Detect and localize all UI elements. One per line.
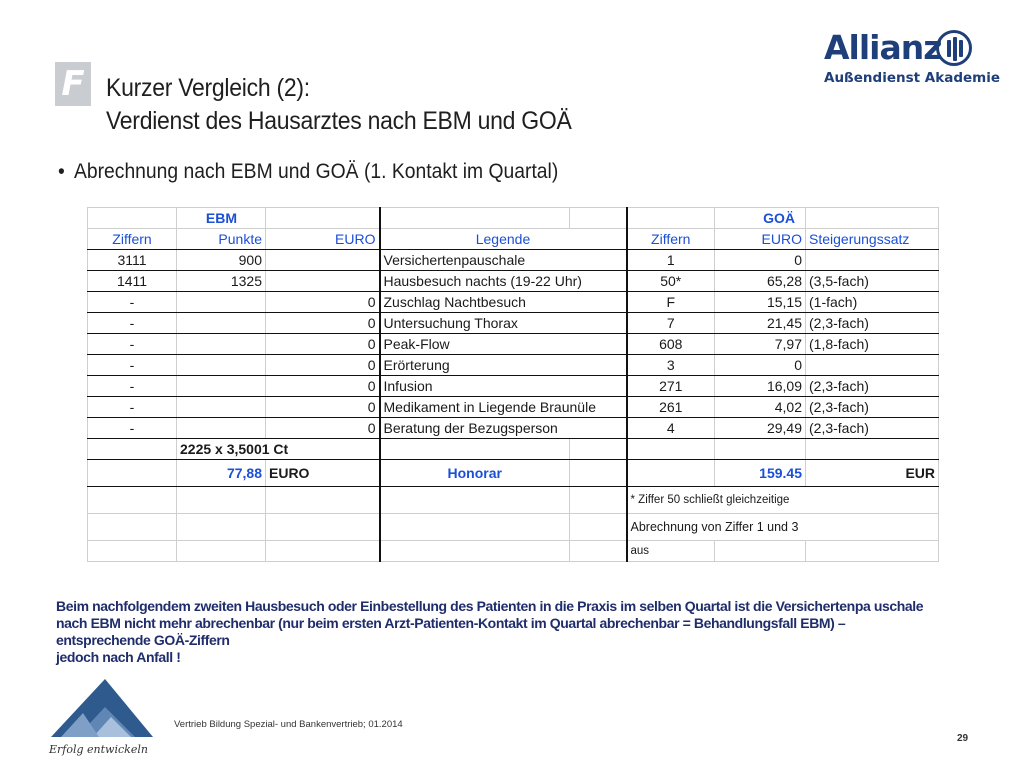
table-row: [88, 355, 939, 376]
cell-legende: Erörterung: [380, 355, 627, 376]
table-row: [88, 271, 939, 292]
table-row: [88, 397, 939, 418]
cell-ebm-ziffer: -: [88, 397, 177, 418]
allianz-logo: [824, 28, 1000, 88]
cell-legende: Hausbesuch nachts (19-22 Uhr): [380, 271, 627, 292]
cell-ebm-euro: 0: [266, 355, 380, 376]
cell-ebm-ziffer: -: [88, 418, 177, 439]
header-goae-ziffern: Ziffern: [627, 229, 715, 250]
cell-steigerungssatz: (2,3-fach): [806, 313, 939, 334]
cell-ebm-euro: 0: [266, 376, 380, 397]
page-number: 29: [957, 733, 969, 744]
table-row: [88, 313, 939, 334]
cell-steigerungssatz: (2,3-fach): [806, 376, 939, 397]
table-row: [88, 292, 939, 313]
calc-formula: 2225 x 3,5001 Ct: [177, 439, 380, 460]
calc-row: [88, 439, 939, 460]
cell-goae-euro: 15,15: [715, 292, 806, 313]
cell-goae-ziffer: 3: [627, 355, 715, 376]
cell-goae-euro: 0: [715, 355, 806, 376]
note-line-2: nach EBM nicht mehr abrechenbar (nur beim ersten Arzt-Patienten-Kontakt im Quartal abrechenbar = Behandlungsfall EBM) –: [56, 615, 846, 631]
column-header-row: [88, 229, 939, 250]
cell-goae-ziffer: 608: [627, 334, 715, 355]
cell-steigerungssatz: (2,3-fach): [806, 397, 939, 418]
cell-goae-euro: 7,97: [715, 334, 806, 355]
cell-legende: Versichertenpauschale: [380, 250, 627, 271]
cell-goae-ziffer: 1: [627, 250, 715, 271]
bullet-dot-icon: •: [58, 160, 65, 183]
note-line-1: Beim nachfolgendem zweiten Hausbesuch oder Einbestellung des Patienten in die Praxis im selben Quartal ist die Versichertenpa uschale: [56, 598, 924, 614]
cell-goae-ziffer: 50*: [627, 271, 715, 292]
cell-steigerungssatz: (1,8-fach): [806, 334, 939, 355]
cell-steigerungssatz: (2,3-fach): [806, 418, 939, 439]
table-row: [88, 250, 939, 271]
header-legende: Legende: [380, 229, 627, 250]
cell-steigerungssatz: (3,5-fach): [806, 271, 939, 292]
group-goae: GOÄ: [715, 208, 806, 229]
ebm-total: 77,88: [177, 460, 266, 487]
cell-ebm-ziffer: -: [88, 313, 177, 334]
table-row: [88, 376, 939, 397]
cell-steigerungssatz: [806, 250, 939, 271]
cell-ebm-euro: [266, 250, 380, 271]
cell-ebm-euro: 0: [266, 313, 380, 334]
title-line-2: Verdienst des Hausarztes nach EBM und GOÄ: [106, 107, 572, 135]
cell-legende: Untersuchung Thorax: [380, 313, 627, 334]
cell-steigerungssatz: [806, 355, 939, 376]
cell-goae-ziffer: 4: [627, 418, 715, 439]
cell-ebm-euro: 0: [266, 334, 380, 355]
cell-goae-euro: 16,09: [715, 376, 806, 397]
footnote-row-3: [88, 541, 939, 562]
footnote-1: * Ziffer 50 schließt gleichzeitige: [627, 487, 939, 514]
ebm-total-unit: EURO: [266, 460, 380, 487]
header-ebm-ziffern: Ziffern: [88, 229, 177, 250]
explanation-note: [56, 598, 923, 666]
cell-goae-ziffer: 7: [627, 313, 715, 334]
cell-ebm-ziffer: -: [88, 292, 177, 313]
cell-legende: Infusion: [380, 376, 627, 397]
cell-goae-euro: 4,02: [715, 397, 806, 418]
section-badge: F: [55, 62, 91, 106]
footnote-row-2: [88, 514, 939, 541]
logo-name: Allianz: [824, 28, 942, 67]
totals-row: [88, 460, 939, 487]
cell-ebm-ziffer: -: [88, 355, 177, 376]
cell-ebm-ziffer: -: [88, 334, 177, 355]
cell-ebm-euro: 0: [266, 397, 380, 418]
cell-legende: Beratung der Bezugsperson: [380, 418, 627, 439]
billing-table: [87, 207, 939, 562]
footnote-2: Abrechnung von Ziffer 1 und 3: [627, 514, 939, 541]
bullet-text: Abrechnung nach EBM und GOÄ (1. Kontakt im Quartal): [73, 160, 559, 183]
cell-ebm-euro: [266, 271, 380, 292]
cell-punkte: [177, 418, 266, 439]
logo-subtitle: Außendienst Akademie: [824, 70, 1000, 86]
cell-ebm-euro: 0: [266, 418, 380, 439]
cell-legende: Zuschlag Nachtbesuch: [380, 292, 627, 313]
cell-punkte: 1325: [177, 271, 266, 292]
group-ebm: EBM: [177, 208, 266, 229]
cell-goae-euro: 65,28: [715, 271, 806, 292]
header-goae-euro: EURO: [715, 229, 806, 250]
cell-goae-ziffer: F: [627, 292, 715, 313]
cell-punkte: [177, 313, 266, 334]
page-title: [106, 72, 572, 138]
header-steigerungssatz: Steigerungssatz: [806, 229, 939, 250]
header-ebm-euro: EURO: [266, 229, 380, 250]
table-row: [88, 418, 939, 439]
cell-punkte: [177, 397, 266, 418]
cell-punkte: [177, 334, 266, 355]
title-line-1: Kurzer Vergleich (2):: [106, 74, 310, 102]
bullet-point: [58, 160, 558, 184]
header-punkte: Punkte: [177, 229, 266, 250]
cell-ebm-euro: 0: [266, 292, 380, 313]
cell-ebm-ziffer: -: [88, 376, 177, 397]
footnote-row-1: [88, 487, 939, 514]
cell-goae-ziffer: 271: [627, 376, 715, 397]
allianz-eagle-icon: [936, 30, 972, 66]
logo-slogan: Erfolg entwickeln: [49, 743, 148, 756]
group-header-row: [88, 208, 939, 229]
note-line-3: entsprechende GOÄ-Ziffern: [56, 632, 230, 648]
note-line-4: jedoch nach Anfall !: [56, 649, 181, 665]
cell-goae-euro: 29,49: [715, 418, 806, 439]
cell-punkte: 900: [177, 250, 266, 271]
cell-legende: Peak-Flow: [380, 334, 627, 355]
cell-steigerungssatz: (1-fach): [806, 292, 939, 313]
cell-legende: Medikament in Liegende Braunüle: [380, 397, 627, 418]
footer-text: Vertrieb Bildung Spezial- und Bankenvertrieb; 01.2014: [174, 719, 403, 730]
goae-total: 159.45: [715, 460, 806, 487]
cell-goae-ziffer: 261: [627, 397, 715, 418]
cell-ebm-ziffer: 3111: [88, 250, 177, 271]
cell-punkte: [177, 355, 266, 376]
cell-goae-euro: 21,45: [715, 313, 806, 334]
academy-mountain-logo: [47, 673, 159, 758]
cell-ebm-ziffer: 1411: [88, 271, 177, 292]
cell-punkte: [177, 292, 266, 313]
footnote-3: aus: [627, 541, 715, 562]
goae-total-unit: EUR: [806, 460, 939, 487]
honorar-label: Honorar: [380, 460, 570, 487]
cell-goae-euro: 0: [715, 250, 806, 271]
cell-punkte: [177, 376, 266, 397]
table-row: [88, 334, 939, 355]
